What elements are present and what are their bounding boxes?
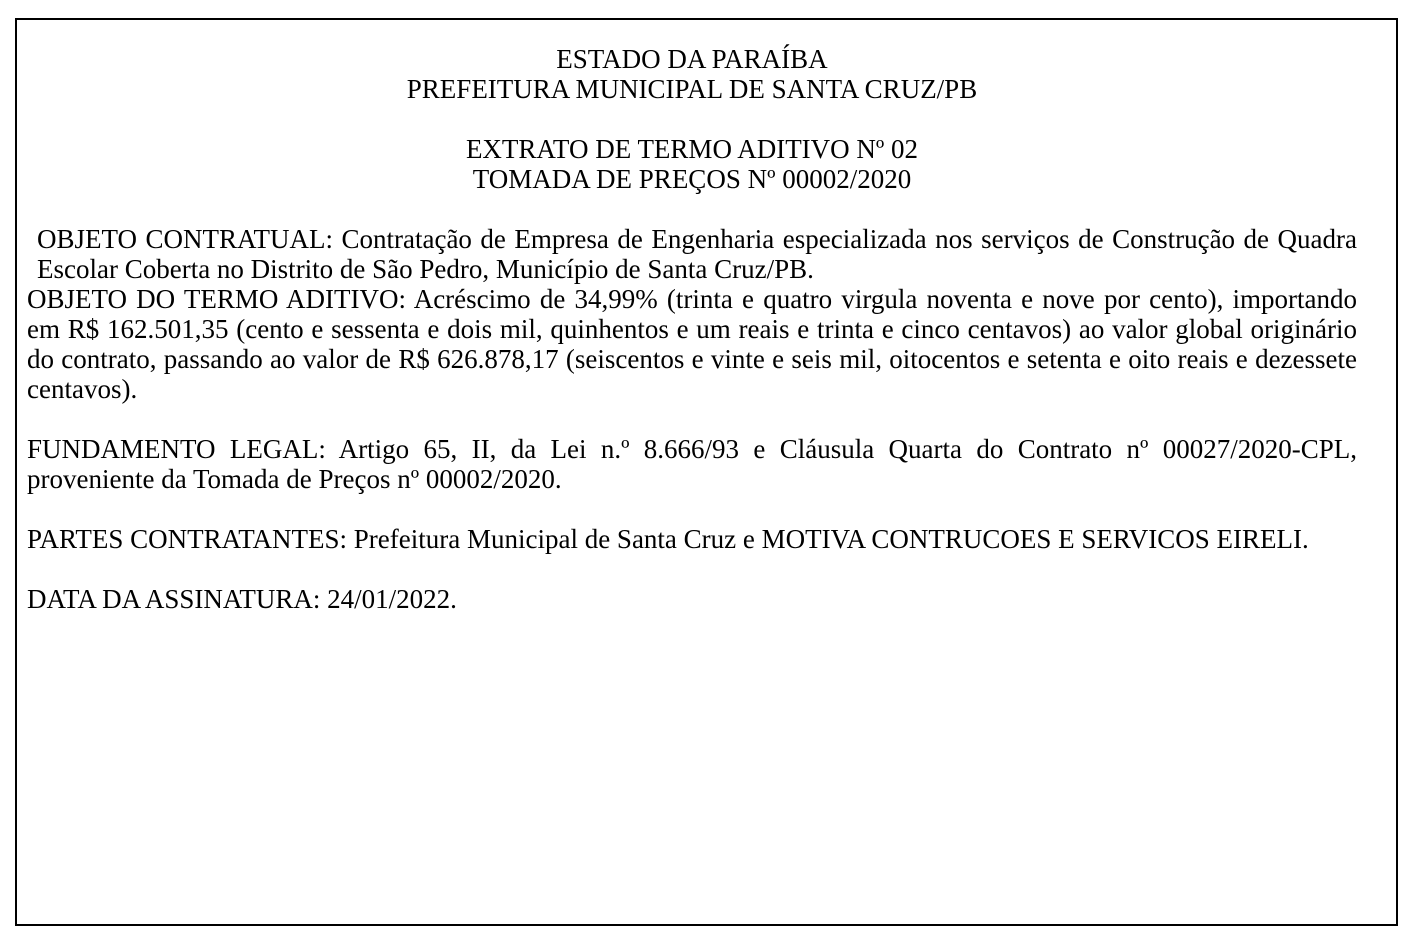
objeto-termo-aditivo: OBJETO DO TERMO ADITIVO: Acréscimo de 34,99% (trinta e quatro virgula noventa e nove por cento), importando em R$ 162.501,35 (cento e sessenta e dois mil, quinhentos e um reais e trinta e cinco centavos) ao valor global originário do contrato, passando ao valor de R$ 626.878,17 (seiscentos e vinte e seis mil, oitocentos e setenta e oito reais e dezessete centavos). <box>27 284 1357 404</box>
spacer <box>27 104 1357 134</box>
fundamento-legal: FUNDAMENTO LEGAL: Artigo 65, II, da Lei n.º 8.666/93 e Cláusula Quarta do Contrato nº 00027/2020-CPL, proveniente da Tomada de Preços nº 00002/2020. <box>27 434 1357 494</box>
document-content <box>27 44 1357 614</box>
partes-contratantes: PARTES CONTRATANTES: Prefeitura Municipal de Santa Cruz e MOTIVA CONTRUCOES E SERVICOS EIRELI. <box>27 524 1309 554</box>
document-subtitle: TOMADA DE PREÇOS Nº 00002/2020 <box>472 164 912 194</box>
spacer <box>27 404 1357 434</box>
document-title: EXTRATO DE TERMO ADITIVO Nº 02 <box>465 134 919 164</box>
spacer <box>27 554 1357 584</box>
header-state: ESTADO DA PARAÍBA <box>556 44 828 74</box>
objeto-contratual: OBJETO CONTRATUAL: Contratação de Empresa de Engenharia especializada nos serviços de Construção de Quadra Escolar Coberta no Distrito de São Pedro, Município de Santa Cruz/PB. <box>37 224 1357 284</box>
spacer <box>27 194 1357 224</box>
data-assinatura: DATA DA ASSINATURA: 24/01/2022. <box>27 584 457 614</box>
header-municipality: PREFEITURA MUNICIPAL DE SANTA CRUZ/PB <box>406 74 978 104</box>
spacer <box>27 494 1357 524</box>
